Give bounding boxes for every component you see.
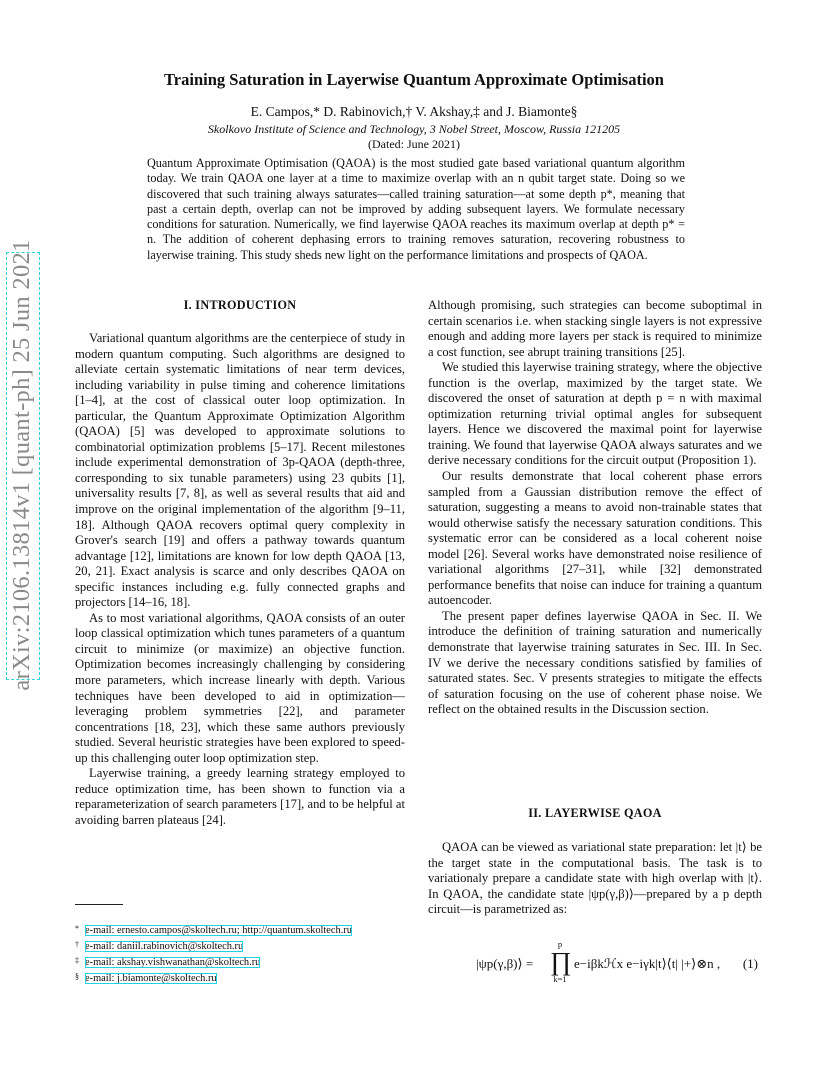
paper-title: Training Saturation in Layerwise Quantum Approximate Optimisation: [164, 70, 664, 89]
footnote-4[interactable]: [75, 970, 435, 986]
product-upper-limit: p: [557, 939, 563, 949]
footnote-mark: †: [75, 940, 79, 949]
footnote-email-link[interactable]: e-mail: akshay.vishwanathan@skoltech.ru: [85, 957, 261, 968]
arxiv-stamp-text: arXiv:2106.13814v1 [quant-ph] 25 Jun 2021: [8, 239, 35, 691]
right-column: [428, 298, 762, 718]
product-lower-limit: k=1: [553, 973, 567, 984]
section2-body: [428, 840, 762, 918]
paper-authors: E. Campos,* D. Rabinovich,† V. Akshay,‡ and J. Biamonte§: [250, 104, 578, 119]
section-heading-layerwise-qaoa: II. LAYERWISE QAOA: [528, 806, 662, 820]
footnote-email-link[interactable]: e-mail: j.biamonte@skoltech.ru: [85, 973, 217, 984]
paper-affiliation: Skolkovo Institute of Science and Technology, 3 Nobel Street, Moscow, Russia 121205: [207, 122, 621, 136]
footnote-mark: ‡: [75, 956, 79, 965]
intro-paragraph-3: Layerwise training, a greedy learning strategy employed to reduce optimization time, has been shown to function via a reparameterization of search parameters [17], and to be helpful at avoiding barren plateaus [24].: [75, 766, 405, 827]
equation-lhs: |ψp(γ,β)⟩ =: [476, 956, 534, 971]
footnote-1[interactable]: [75, 922, 435, 938]
equation-1: [428, 940, 762, 986]
footnote-2[interactable]: [75, 938, 435, 954]
footnote-email-link[interactable]: e-mail: daniil.rabinovich@skoltech.ru: [85, 941, 244, 952]
right-paragraph-3: Our results demonstrate that local coherent phase errors sampled from a Gaussian distribution remove the effect of saturation, suggesting a means to avoid non-trainable states that would otherwise satisfy the necessary saturation conditions. This systematic error can be considered as a local coherent noise model [26]. Several works have demonstrated noise resilience of variational algorithms [27–31], while [32] demonstrated performance benefits that noise can induce for training a quantum autoencoder.: [428, 469, 762, 608]
footnote-mark: §: [75, 972, 79, 981]
equation-rhs: e−iβkℋx e−iγk|t⟩⟨t| |+⟩⊗n ,: [574, 956, 721, 971]
left-column: [75, 331, 405, 829]
section-heading-introduction: I. INTRODUCTION: [183, 298, 297, 312]
arxiv-stamp: [4, 239, 40, 691]
abstract: Quantum Approximate Optimisation (QAOA) is the most studied gate based variational quantum algorithm today. We train QAOA one layer at a time to maximize overlap with an n qubit target state. Doing so we discovered that such training always saturates—called training saturation—at some depth p*, meaning that past a certain depth, overlap can not be improved by adding subsequent layers. We formulate necessary conditions for saturation. Numerically, we find layerwise QAOA reaches its maximum overlap at depth p* = n. The addition of coherent dephasing errors to training removes saturation, recovering robustness to layerwise training. This study sheds new light on the performance limitations and prospects of QAOA.: [147, 156, 685, 262]
footnotes: [75, 922, 435, 986]
product-symbol: ∏: [550, 946, 572, 976]
footnote-email-link[interactable]: e-mail: ernesto.campos@skoltech.ru; http://quantum.skoltech.ru: [85, 925, 352, 936]
footnote-mark: *: [75, 924, 79, 933]
paper-date: (Dated: June 2021): [368, 137, 460, 151]
footnote-rule: [75, 904, 123, 905]
section2-paragraph-1: QAOA can be viewed as variational state preparation: let |t⟩ be the target state in the computational basis. The task is to variationaly prepare a candidate state with high overlap with |t⟩. In QAOA, the candidate state |ψp(γ,β)⟩—prepared by a p depth circuit—is parametrized as:: [428, 840, 762, 917]
right-paragraph-4: The present paper defines layerwise QAOA in Sec. II. We introduce the definition of training saturation and numerically demonstrate that layerwise training saturates in Sec. III. In Sec. IV we derive the necessary conditions satisfied by families of saturated states. Sec. V presents strategies to mitigate the effects of saturation focusing on the use of coherent phase noise. We reflect on the obtained results in the Discussion section.: [428, 608, 762, 717]
product-operator: [550, 940, 570, 983]
right-paragraph-2: We studied this layerwise training strategy, where the objective function is the overlap, maximized by the target state. We discovered the onset of saturation at depth p = n with maximal optimization returning trivial optimal angles for subsequent layers. Hence we discovered the maximal point for layerwise training. We found that layerwise QAOA always saturates and we derive necessary conditions for the circuit output (Proposition 1).: [428, 360, 762, 468]
intro-paragraph-1: Variational quantum algorithms are the centerpiece of study in modern quantum computing. Such algorithms are designed to alleviate certain systematic limitations of near term devices, including variability in pulse timing and coherence limitations [1–4], at the cost of classical outer loop optimization. In particular, the Quantum Approximate Optimization Algorithm (QAOA) [5] was developed to approximate solutions to combinatorial optimization problems [5–17]. Recent milestones include experimental demonstration of 3p-QAOA (depth-three, corresponding to six tunable parameters) using 23 qubits [1], universality results [7, 8], as well as several results that aid and improve on the original implementation of the algorithm [9–11, 18]. Although QAOA recovers optimal query complexity in Grover's search [19] and offers a pathway towards quantum advantage [12], limitations are known for low depth QAOA [13, 20, 21]. Exact analysis is scarce and only describes QAOA on specific instances including e.g. fully connected graphs and projectors [14–16, 18].: [75, 331, 405, 610]
right-paragraph-1: Although promising, such strategies can become suboptimal in certain scenarios i.e. when stacking single layers is not expressive enough and adding more layers per stack is required to minimize a cost function, see abrupt training transitions [25].: [428, 298, 762, 359]
equation-number: (1): [742, 956, 758, 971]
intro-paragraph-2: As to most variational algorithms, QAOA consists of an outer loop classical optimization which tunes parameters of a quantum circuit to minimize (or maximize) an objective function. Optimization becomes increasingly challenging by considering more parameters, which increase linearly with depth. Various techniques have been developed to aid in optimization—leveraging problem symmetries [22], and parameter concentrations [18, 23], which these same authors previously studied. Several heuristic strategies have been explored to speed-up this challenging outer loop optimization step.: [75, 610, 405, 765]
footnote-3[interactable]: [75, 954, 435, 970]
